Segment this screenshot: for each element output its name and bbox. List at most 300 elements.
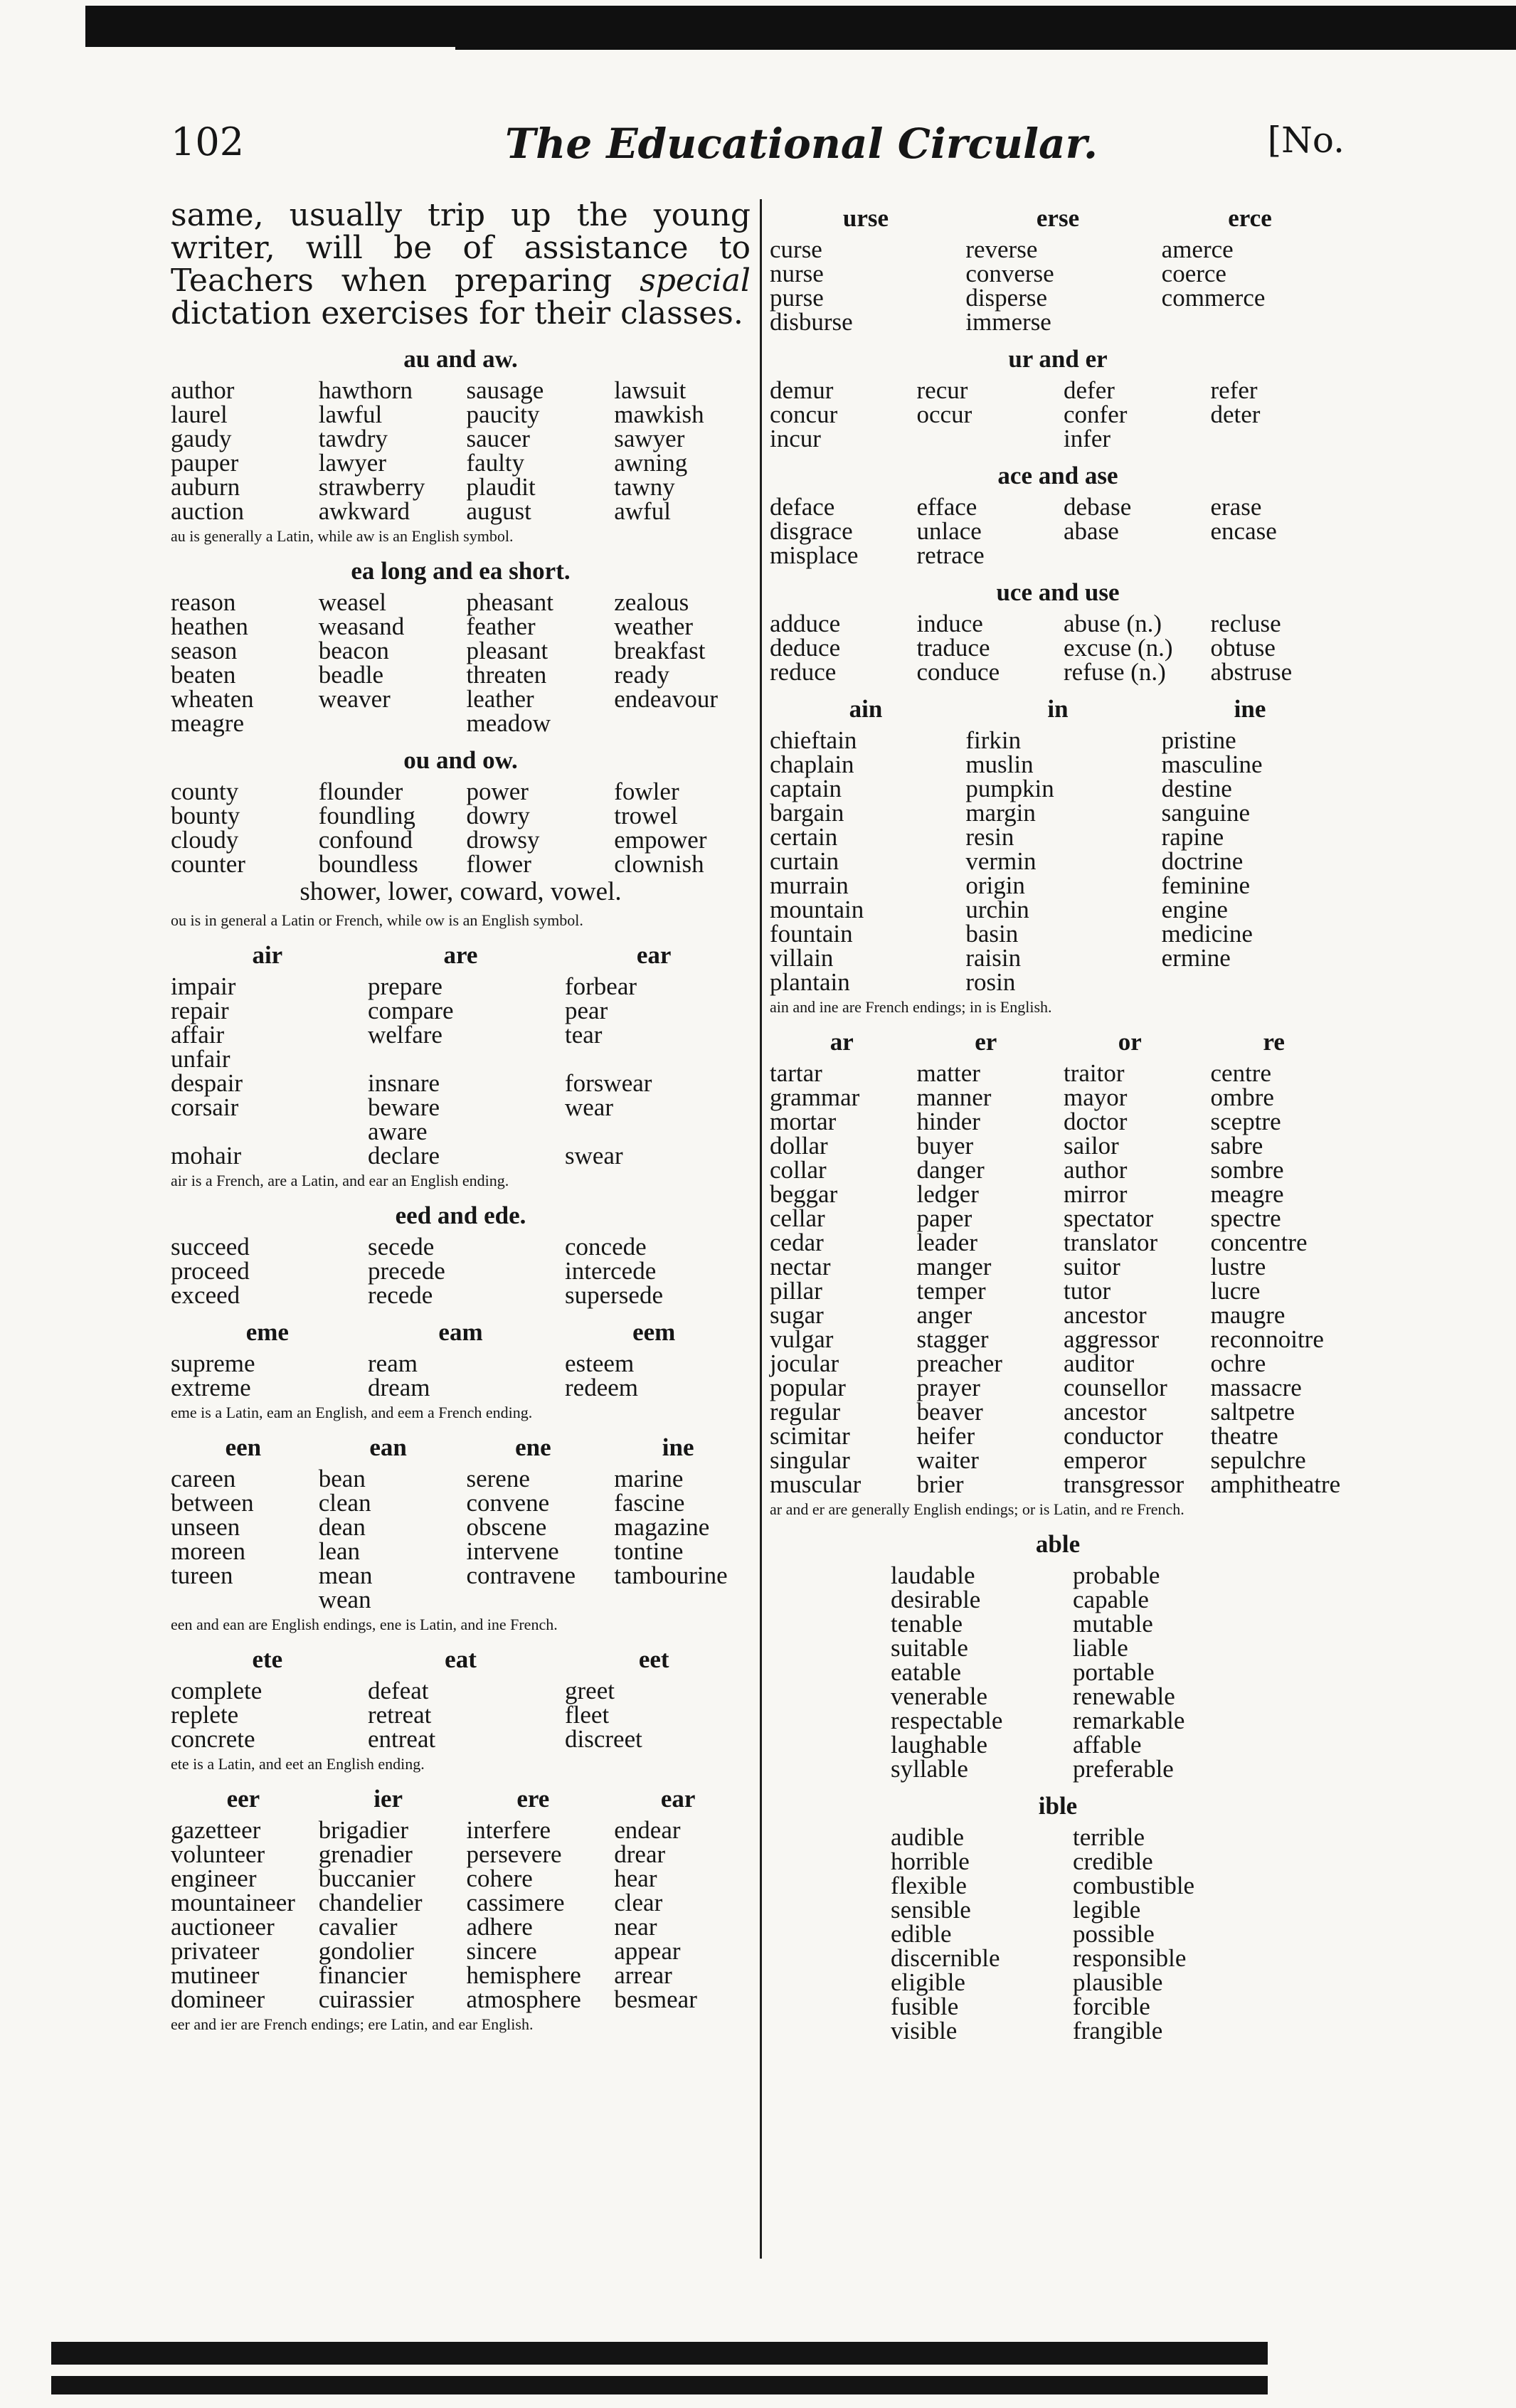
word: redeem <box>565 1374 638 1401</box>
word: amphitheatre <box>1210 1470 1341 1498</box>
word: swear <box>565 1142 623 1169</box>
word-list <box>171 1235 751 1308</box>
word: doctrine <box>1161 847 1244 875</box>
word: deduce <box>770 634 841 662</box>
word: pauper <box>171 449 239 477</box>
word: tenable <box>891 1610 963 1638</box>
section-heading: ea long and ea short. <box>351 557 571 585</box>
word: tawny <box>614 473 675 501</box>
word: muslin <box>965 750 1034 778</box>
word: beadle <box>318 661 384 689</box>
column-headings <box>171 1428 751 1467</box>
word: respectable <box>891 1707 1003 1734</box>
word: unseen <box>171 1513 240 1541</box>
word: pheasant <box>466 588 553 616</box>
column-headings <box>171 1780 751 1818</box>
word: curtain <box>770 847 839 875</box>
word: grammar <box>770 1083 860 1111</box>
word-blank <box>614 1588 751 1612</box>
word: pleasant <box>466 637 548 664</box>
word: sceptre <box>1210 1108 1281 1135</box>
word: bargain <box>770 799 844 827</box>
word: conductor <box>1064 1422 1163 1450</box>
word-list <box>770 495 1346 568</box>
column-heading: ear <box>636 941 672 969</box>
word: stagger <box>916 1325 989 1353</box>
word-section <box>171 1197 751 1308</box>
word: paucity <box>466 401 540 428</box>
word: translator <box>1064 1229 1158 1256</box>
word: leather <box>466 685 534 713</box>
word: adhere <box>466 1913 533 1941</box>
word: unfair <box>171 1045 230 1073</box>
word: plantain <box>770 968 850 996</box>
word: disburse <box>770 308 853 336</box>
word: preacher <box>916 1349 1002 1377</box>
word: murrain <box>770 871 849 899</box>
word: discernible <box>891 1944 1000 1972</box>
word: concede <box>565 1233 647 1261</box>
word: beacon <box>318 637 389 664</box>
word: counter <box>171 850 245 878</box>
word: abstruse <box>1210 658 1293 686</box>
column-heading: ene <box>515 1433 551 1461</box>
word: domineer <box>171 1985 265 2013</box>
word: magazine <box>614 1513 710 1541</box>
word: reduce <box>770 658 837 686</box>
word-section <box>770 457 1346 568</box>
word: atmosphere <box>466 1985 581 2013</box>
word-list <box>171 1467 751 1612</box>
word: reason <box>171 588 236 616</box>
word: weather <box>614 612 694 640</box>
word: basin <box>965 920 1019 948</box>
word: chandelier <box>318 1889 423 1916</box>
word: cloudy <box>171 826 239 854</box>
column-divider <box>760 199 762 2259</box>
word: chaplain <box>770 750 854 778</box>
word: medicine <box>1161 920 1253 948</box>
word-list <box>770 378 1346 451</box>
section-heading: ou and ow. <box>403 746 518 774</box>
section-heading: au and aw. <box>403 345 518 373</box>
word: rapine <box>1161 823 1224 851</box>
word: manger <box>916 1253 992 1280</box>
word: syllable <box>891 1755 968 1783</box>
word: portable <box>1073 1658 1155 1686</box>
word: sawyer <box>614 425 685 452</box>
word: mayor <box>1064 1083 1128 1111</box>
word-list <box>171 1818 751 2012</box>
word: author <box>171 376 235 404</box>
word: grenadier <box>318 1840 413 1868</box>
word: remarkable <box>1073 1707 1185 1734</box>
word: proceed <box>171 1257 250 1285</box>
word: cedar <box>770 1229 824 1256</box>
word: mutineer <box>171 1961 260 1989</box>
word: clownish <box>614 850 704 878</box>
word: feminine <box>1161 871 1251 899</box>
column-heading: ier <box>373 1785 403 1813</box>
word: tartar <box>770 1059 822 1087</box>
word: villain <box>770 944 834 972</box>
word: wean <box>318 1586 371 1613</box>
word: beaten <box>171 661 236 689</box>
section-note: ete is a Latin, and eet an English ending. <box>171 1755 425 1773</box>
column-headings <box>171 936 751 975</box>
word: popular <box>770 1374 846 1401</box>
word: suitor <box>1064 1253 1120 1280</box>
word: confound <box>318 826 413 854</box>
word: buccanier <box>318 1865 415 1892</box>
word: fleet <box>565 1701 610 1729</box>
section-note: air is a French, are a Latin, and ear an English ending. <box>171 1172 509 1189</box>
word: repair <box>171 997 229 1024</box>
word: drowsy <box>466 826 540 854</box>
word: maugre <box>1210 1301 1286 1329</box>
word: dowry <box>466 802 530 829</box>
column-heading: ar <box>829 1028 854 1056</box>
word: transgressor <box>1064 1470 1184 1498</box>
word: incur <box>770 425 821 452</box>
right-column <box>770 199 1346 2049</box>
word: doctor <box>1064 1108 1128 1135</box>
column-headings <box>770 690 1346 728</box>
word: hinder <box>916 1108 980 1135</box>
word: author <box>1064 1156 1128 1184</box>
word: coerce <box>1161 260 1226 287</box>
word: power <box>466 778 529 805</box>
word: ream <box>368 1349 418 1377</box>
word: plaudit <box>466 473 536 501</box>
word-section <box>770 690 1346 1016</box>
word: fascine <box>614 1489 685 1517</box>
word: traduce <box>916 634 990 662</box>
word: entreat <box>368 1725 436 1753</box>
word: recluse <box>1210 610 1281 637</box>
word-blank <box>171 1120 356 1144</box>
word: tambourine <box>614 1561 728 1589</box>
word: heifer <box>916 1422 975 1450</box>
word: conduce <box>916 658 1000 686</box>
section-note: ain and ine are French endings; in is English. <box>770 998 1052 1016</box>
word: secede <box>368 1233 435 1261</box>
word: danger <box>916 1156 985 1184</box>
word: urchin <box>965 896 1029 923</box>
word: forbear <box>565 972 637 1000</box>
column-heading: ete <box>252 1645 283 1673</box>
word: forswear <box>565 1069 652 1097</box>
word: persevere <box>466 1840 562 1868</box>
word: cuirassier <box>318 1985 414 2013</box>
word: anger <box>916 1301 972 1329</box>
word: spectre <box>1210 1204 1281 1232</box>
word: wheaten <box>171 685 254 713</box>
word: excuse (n.) <box>1064 634 1173 662</box>
section-note: au is generally a Latin, while aw is an English symbol. <box>171 527 514 545</box>
word: edible <box>891 1920 952 1948</box>
word: ermine <box>1161 944 1231 972</box>
word: insnare <box>368 1069 440 1097</box>
word: zealous <box>614 588 689 616</box>
word: threaten <box>466 661 547 689</box>
word: gazetteer <box>171 1816 261 1844</box>
word: responsible <box>1073 1944 1187 1972</box>
word: mountaineer <box>171 1889 295 1916</box>
section-heading: eed and ede. <box>395 1202 526 1229</box>
word: nectar <box>770 1253 831 1280</box>
word: theatre <box>1210 1422 1278 1450</box>
word: eatable <box>891 1658 962 1686</box>
word: meadow <box>466 709 551 737</box>
word: massacre <box>1210 1374 1302 1401</box>
word: visible <box>891 2017 958 2044</box>
word: tutor <box>1064 1277 1111 1305</box>
word: bean <box>318 1465 366 1492</box>
word: near <box>614 1913 657 1941</box>
column-heading: eer <box>226 1785 260 1813</box>
column-heading: ere <box>516 1785 550 1813</box>
word: curse <box>770 235 822 263</box>
word: lustre <box>1210 1253 1266 1280</box>
word: laughable <box>891 1731 988 1759</box>
word: awkward <box>318 497 410 525</box>
column-heading: in <box>1047 695 1069 723</box>
word: awful <box>614 497 671 525</box>
word-blank <box>319 711 455 736</box>
word: sensible <box>891 1896 971 1924</box>
word: leader <box>916 1229 977 1256</box>
word-blank <box>467 1588 603 1612</box>
column-heading: eat <box>445 1645 477 1673</box>
word: obtuse <box>1210 634 1276 662</box>
column-heading: are <box>443 941 478 969</box>
word-blank <box>565 1120 751 1144</box>
word: supersede <box>565 1281 664 1309</box>
word: fowler <box>614 778 679 805</box>
word: cellar <box>770 1204 825 1232</box>
word: purse <box>770 284 824 312</box>
word: breakfast <box>614 637 706 664</box>
word: brier <box>916 1470 964 1498</box>
word: matter <box>916 1059 980 1087</box>
word: dream <box>368 1374 430 1401</box>
word: discreet <box>565 1725 642 1753</box>
column-heading: eam <box>438 1318 483 1346</box>
word: sincere <box>466 1937 537 1965</box>
word-section <box>171 340 751 545</box>
word-section <box>171 1640 751 1773</box>
word: gaudy <box>171 425 232 452</box>
word: firkin <box>965 726 1022 754</box>
word: corsair <box>171 1093 239 1121</box>
column-heading: ean <box>369 1433 407 1461</box>
word: succeed <box>171 1233 250 1261</box>
section-heading: ible <box>1038 1792 1078 1820</box>
word: cassimere <box>466 1889 565 1916</box>
word: singular <box>770 1446 850 1474</box>
column-heading: air <box>252 941 283 969</box>
word-section <box>171 936 751 1189</box>
word: season <box>171 637 238 664</box>
word: concentre <box>1210 1229 1308 1256</box>
column-headings <box>770 199 1346 238</box>
word: beware <box>368 1093 440 1121</box>
extra-words: shower, lower, coward, vowel. <box>300 877 622 906</box>
word-blank <box>565 1047 751 1071</box>
word-blank <box>1162 310 1346 334</box>
word: engine <box>1161 896 1228 923</box>
word: esteem <box>565 1349 635 1377</box>
word: traitor <box>1064 1059 1125 1087</box>
section-note: eme is a Latin, eam an English, and eem a French ending. <box>171 1404 533 1421</box>
word: weasand <box>318 612 405 640</box>
word: lucre <box>1210 1277 1261 1305</box>
word: trowel <box>614 802 678 829</box>
column-heading: eme <box>245 1318 289 1346</box>
word: rosin <box>965 968 1016 996</box>
top-rule-thin <box>455 47 1516 50</box>
word: adduce <box>770 610 841 637</box>
word: tureen <box>171 1561 233 1589</box>
word: resin <box>965 823 1014 851</box>
word: beggar <box>770 1180 838 1208</box>
word: possible <box>1073 1920 1155 1948</box>
word: centre <box>1210 1059 1271 1087</box>
word: nurse <box>770 260 824 287</box>
bottom-rule-lower <box>51 2376 1268 2394</box>
word: infer <box>1064 425 1111 452</box>
word: august <box>466 497 531 525</box>
column-heading: ear <box>660 1785 696 1813</box>
word: moreen <box>171 1537 245 1565</box>
word: brigadier <box>318 1816 409 1844</box>
word: ledger <box>916 1180 979 1208</box>
word: exceed <box>171 1281 240 1309</box>
section-heading: ur and er <box>1008 345 1108 373</box>
column-heading: re <box>1263 1028 1285 1056</box>
word: careen <box>171 1465 236 1492</box>
word: efface <box>916 493 977 521</box>
word: awning <box>614 449 688 477</box>
word: fusible <box>891 1993 959 2020</box>
word: disperse <box>965 284 1048 312</box>
word-section <box>171 1428 751 1633</box>
word: paper <box>916 1204 972 1232</box>
word-list <box>171 378 751 524</box>
word: pumpkin <box>965 775 1054 802</box>
word: saltpetre <box>1210 1398 1295 1426</box>
word: aggressor <box>1064 1325 1160 1353</box>
word: meagre <box>1210 1180 1284 1208</box>
word: cohere <box>466 1865 533 1892</box>
word: obscene <box>466 1513 547 1541</box>
section-note: ou is in general a Latin or French, while ow is an English symbol. <box>171 911 583 929</box>
word-list <box>770 612 1346 684</box>
word: buyer <box>916 1132 974 1160</box>
top-rule <box>85 6 1516 47</box>
word: between <box>171 1489 254 1517</box>
column-heading: erse <box>1036 204 1080 232</box>
word: drear <box>614 1840 666 1868</box>
word: flounder <box>318 778 403 805</box>
word: abase <box>1064 517 1119 545</box>
word: marine <box>614 1465 684 1492</box>
word: induce <box>916 610 983 637</box>
word: despair <box>171 1069 243 1097</box>
word: arrear <box>614 1961 672 1989</box>
word: sabre <box>1210 1132 1263 1160</box>
word: compare <box>368 997 454 1024</box>
word-section <box>171 552 751 736</box>
word: combustible <box>1073 1872 1195 1899</box>
word: forcible <box>1073 1993 1150 2020</box>
left-column <box>171 199 751 2040</box>
intro-paragraph: same, usually trip up the young writer, will be of assistance to Teachers when preparing special dictation exercises for their classes. <box>171 197 751 332</box>
word-blank <box>368 1047 553 1071</box>
column-heading: urse <box>842 204 889 232</box>
word: prayer <box>916 1374 980 1401</box>
word: extreme <box>171 1374 251 1401</box>
word: encase <box>1210 517 1277 545</box>
word: vermin <box>965 847 1037 875</box>
word: recur <box>916 376 968 404</box>
word: bounty <box>171 802 240 829</box>
word: mawkish <box>614 401 704 428</box>
word-section <box>171 741 751 929</box>
word: unlace <box>916 517 982 545</box>
word: venerable <box>891 1682 988 1710</box>
word: pristine <box>1161 726 1236 754</box>
word-section <box>770 573 1346 684</box>
bottom-rule <box>51 2342 1268 2365</box>
word: chieftain <box>770 726 857 754</box>
word: sanguine <box>1161 799 1251 827</box>
word: sombre <box>1210 1156 1284 1184</box>
word: sugar <box>770 1301 824 1329</box>
word: intervene <box>466 1537 559 1565</box>
word-list <box>770 1061 1346 1497</box>
word: emperor <box>1064 1446 1147 1474</box>
word: clear <box>614 1889 663 1916</box>
word: margin <box>965 799 1036 827</box>
word: spectator <box>1064 1204 1154 1232</box>
word: refuse (n.) <box>1064 658 1166 686</box>
word: endear <box>614 1816 681 1844</box>
word: reconnoitre <box>1210 1325 1324 1353</box>
word-blank <box>917 427 1053 451</box>
word: mohair <box>171 1142 242 1169</box>
word: scimitar <box>770 1422 850 1450</box>
word: ancestor <box>1064 1301 1147 1329</box>
word: preferable <box>1073 1755 1174 1783</box>
word: welfare <box>368 1021 442 1049</box>
word: foundling <box>318 802 415 829</box>
word-list <box>770 728 1346 995</box>
word: regular <box>770 1398 841 1426</box>
word-blank <box>1064 543 1199 568</box>
word-list <box>770 235 1346 336</box>
word-blank <box>1211 543 1347 568</box>
column-headings <box>171 1313 751 1352</box>
word: abuse (n.) <box>1064 610 1162 637</box>
word: financier <box>318 1961 408 1989</box>
word: clean <box>318 1489 371 1517</box>
word: mutable <box>1073 1610 1153 1638</box>
word: masculine <box>1161 750 1263 778</box>
word: certain <box>770 823 838 851</box>
word: debase <box>1064 493 1132 521</box>
